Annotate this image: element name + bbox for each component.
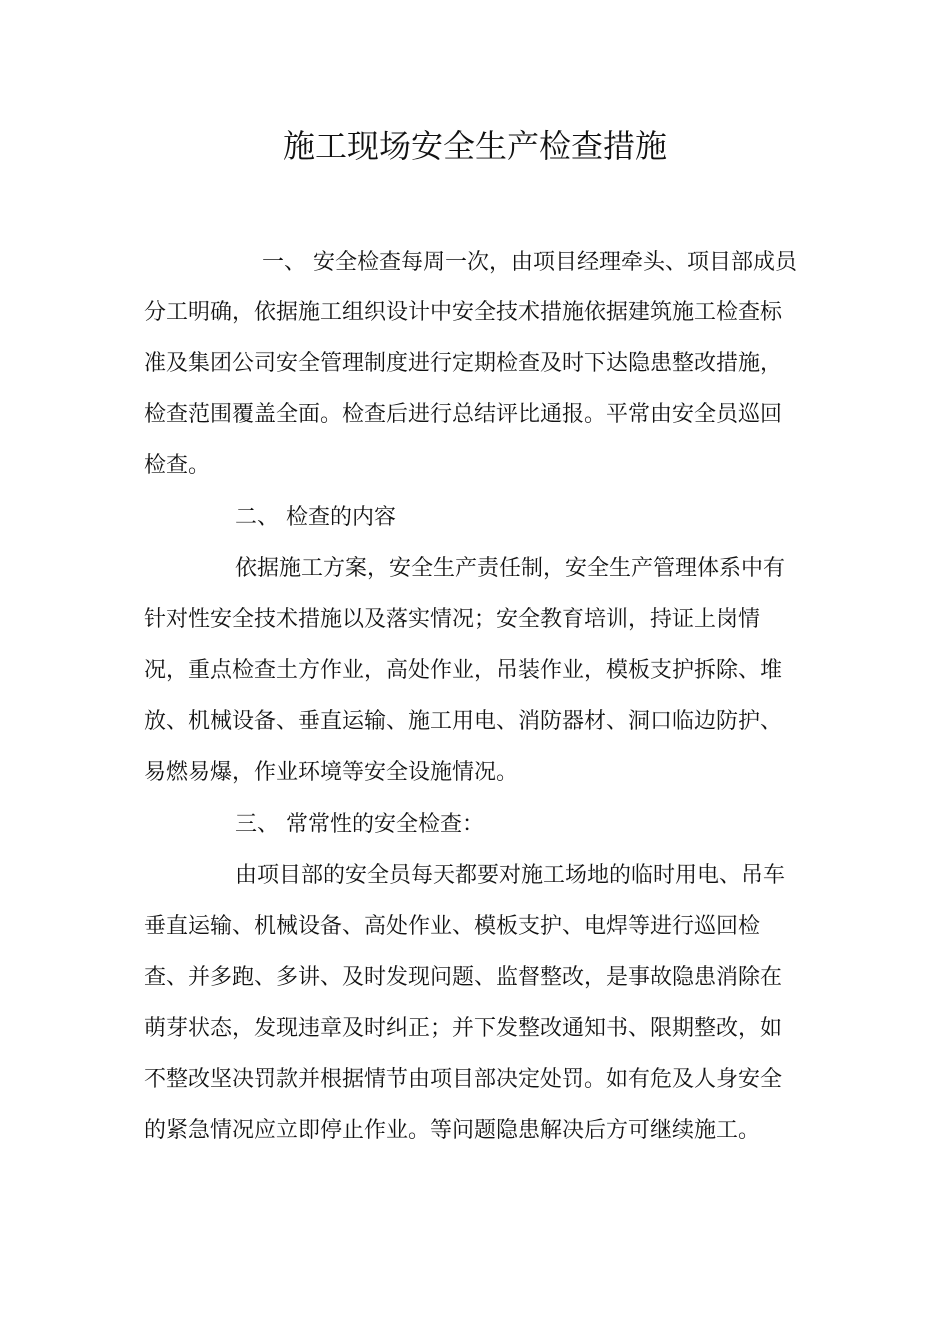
- paragraph-1-line-1: 一、 安全检查每周一次，由项目经理牵头、项目部成员: [262, 250, 797, 275]
- paragraph-2-line-4: 放、机械设备、垂直运输、施工用电、消防器材、洞口临边防护、: [144, 709, 783, 734]
- paragraph-3-line-2: 垂直运输、机械设备、高处作业、模板支护、电焊等进行巡回检: [144, 914, 761, 939]
- section-2-heading: 二、 检查的内容: [235, 505, 396, 530]
- paragraph-3-line-1: 由项目部的安全员每天都要对施工场地的临时用电、吊车: [235, 863, 786, 888]
- section-3-heading: 三、 常常性的安全检查：: [235, 812, 484, 837]
- paragraph-1-line-2: 分工明确，依据施工组织设计中安全技术措施依据建筑施工检查标: [144, 300, 783, 325]
- paragraph-1-line-3: 准及集团公司安全管理制度进行定期检查及时下达隐患整改措施，: [144, 351, 783, 376]
- paragraph-1-line-5: 检查。: [144, 453, 211, 478]
- paragraph-3-line-6: 的紧急情况应立即停止作业。等问题隐患解决后方可继续施工。: [144, 1118, 761, 1143]
- paragraph-3-line-3: 查、并多跑、多讲、及时发现问题、监督整改，是事故隐患消除在: [144, 965, 783, 990]
- paragraph-2-line-3: 况，重点检查土方作业，高处作业，吊装作业，模板支护拆除、堆: [144, 658, 783, 683]
- paragraph-2-line-5: 易燃易爆，作业环境等安全设施情况。: [144, 760, 519, 785]
- paragraph-2-line-2: 针对性安全技术措施以及落实情况；安全教育培训，持证上岗情: [144, 607, 761, 632]
- paragraph-3-line-5: 不整改坚决罚款并根据情节由项目部决定处罚。如有危及人身安全: [144, 1067, 783, 1092]
- paragraph-2-line-1: 依据施工方案，安全生产责任制，安全生产管理体系中有: [235, 556, 786, 581]
- paragraph-1-line-4: 检查范围覆盖全面。检查后进行总结评比通报。平常由安全员巡回: [144, 402, 783, 427]
- document-title: 施工现场安全生产检查措施: [282, 127, 667, 165]
- paragraph-3-line-4: 萌芽状态，发现违章及时纠正；并下发整改通知书、限期整改，如: [144, 1016, 783, 1041]
